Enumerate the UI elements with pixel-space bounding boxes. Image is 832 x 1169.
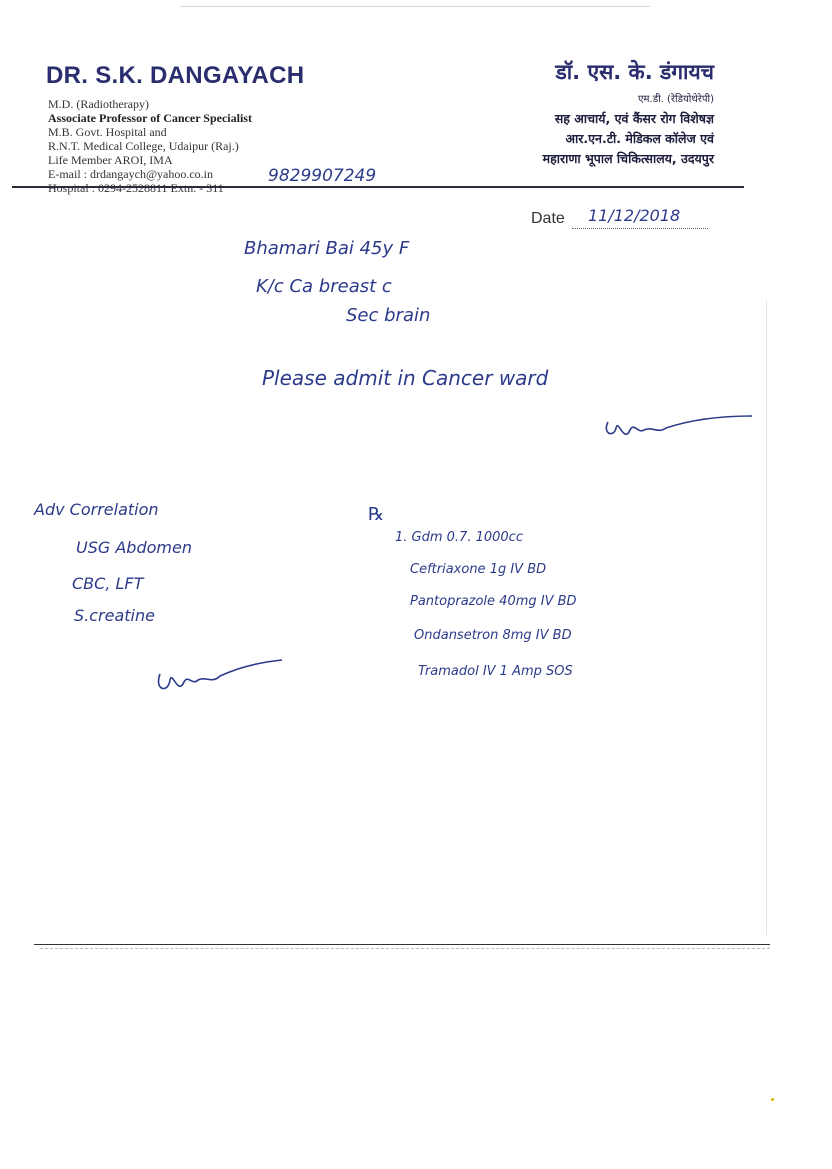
doctor-details-english	[48, 97, 252, 195]
membership: Life Member AROI, IMA	[48, 153, 173, 167]
rx-symbol: ℞	[368, 504, 385, 525]
footer-divider-shadow	[40, 948, 770, 949]
doctor-signature-2	[150, 650, 290, 700]
rx-item-5: Tramadol IV 1 Amp SOS	[418, 664, 573, 679]
designation-hindi: सह आचार्य, एवं कैंसर रोग विशेषज्ञ	[554, 111, 714, 126]
rx-item-2: Ceftriaxone 1g IV BD	[410, 562, 547, 577]
footer-divider	[34, 944, 770, 945]
rx-item-3: Pantoprazole 40mg IV BD	[410, 594, 577, 609]
page-edge-line	[766, 300, 767, 935]
diagnosis: K/c Ca breast c	[256, 276, 392, 297]
college-hindi: आर.एन.टी. मेडिकल कॉलेज एवं	[565, 131, 714, 146]
header-divider	[12, 186, 744, 188]
hospital-line-2: R.N.T. Medical College, Udaipur (Raj.)	[48, 139, 239, 153]
rx-item-1: 1. Gdm 0.7. 1000cc	[395, 530, 523, 545]
patient-name: Bhamari Bai 45y F	[244, 238, 410, 259]
advice-item-2: CBC, LFT	[72, 574, 144, 593]
doctor-details-hindi	[543, 58, 714, 169]
advice-heading: Adv Correlation	[34, 500, 159, 519]
admission-instruction: Please admit in Cancer ward	[262, 366, 549, 390]
diagnosis-line-2: Sec brain	[346, 305, 431, 326]
hospital-line-1: M.B. Govt. Hospital and	[48, 125, 167, 139]
advice-item-1: USG Abdomen	[76, 538, 192, 557]
scan-top-edge	[180, 6, 650, 7]
advice-item-3: S.creatine	[74, 606, 155, 625]
date-label: Date	[531, 210, 565, 227]
hospital-hindi: महाराणा भूपाल चिकित्सालय, उदयपुर	[542, 151, 714, 166]
rx-item-4: Ondansetron 8mg IV BD	[414, 628, 572, 643]
doctor-signature-1	[600, 400, 760, 450]
date-dotted-line	[572, 228, 708, 229]
scan-speck	[771, 1098, 774, 1101]
handwritten-phone: 9829907249	[268, 166, 377, 186]
hospital-phone: Hospital : 0294-2528811 Extn. - 311	[48, 181, 224, 195]
designation: Associate Professor of Cancer Specialist	[48, 111, 252, 125]
doctor-name-hindi: डॉ. एस. के. डंगायच	[555, 60, 714, 84]
date-value: 11/12/2018	[588, 206, 681, 225]
doctor-name-english: DR. S.K. DANGAYACH	[46, 62, 305, 89]
email: E-mail : drdangaych@yahoo.co.in	[48, 167, 213, 181]
qualification-hindi: एम.डी. (रेडियोथेरेपी)	[638, 94, 714, 105]
qualification: M.D. (Radiotherapy)	[48, 97, 149, 111]
